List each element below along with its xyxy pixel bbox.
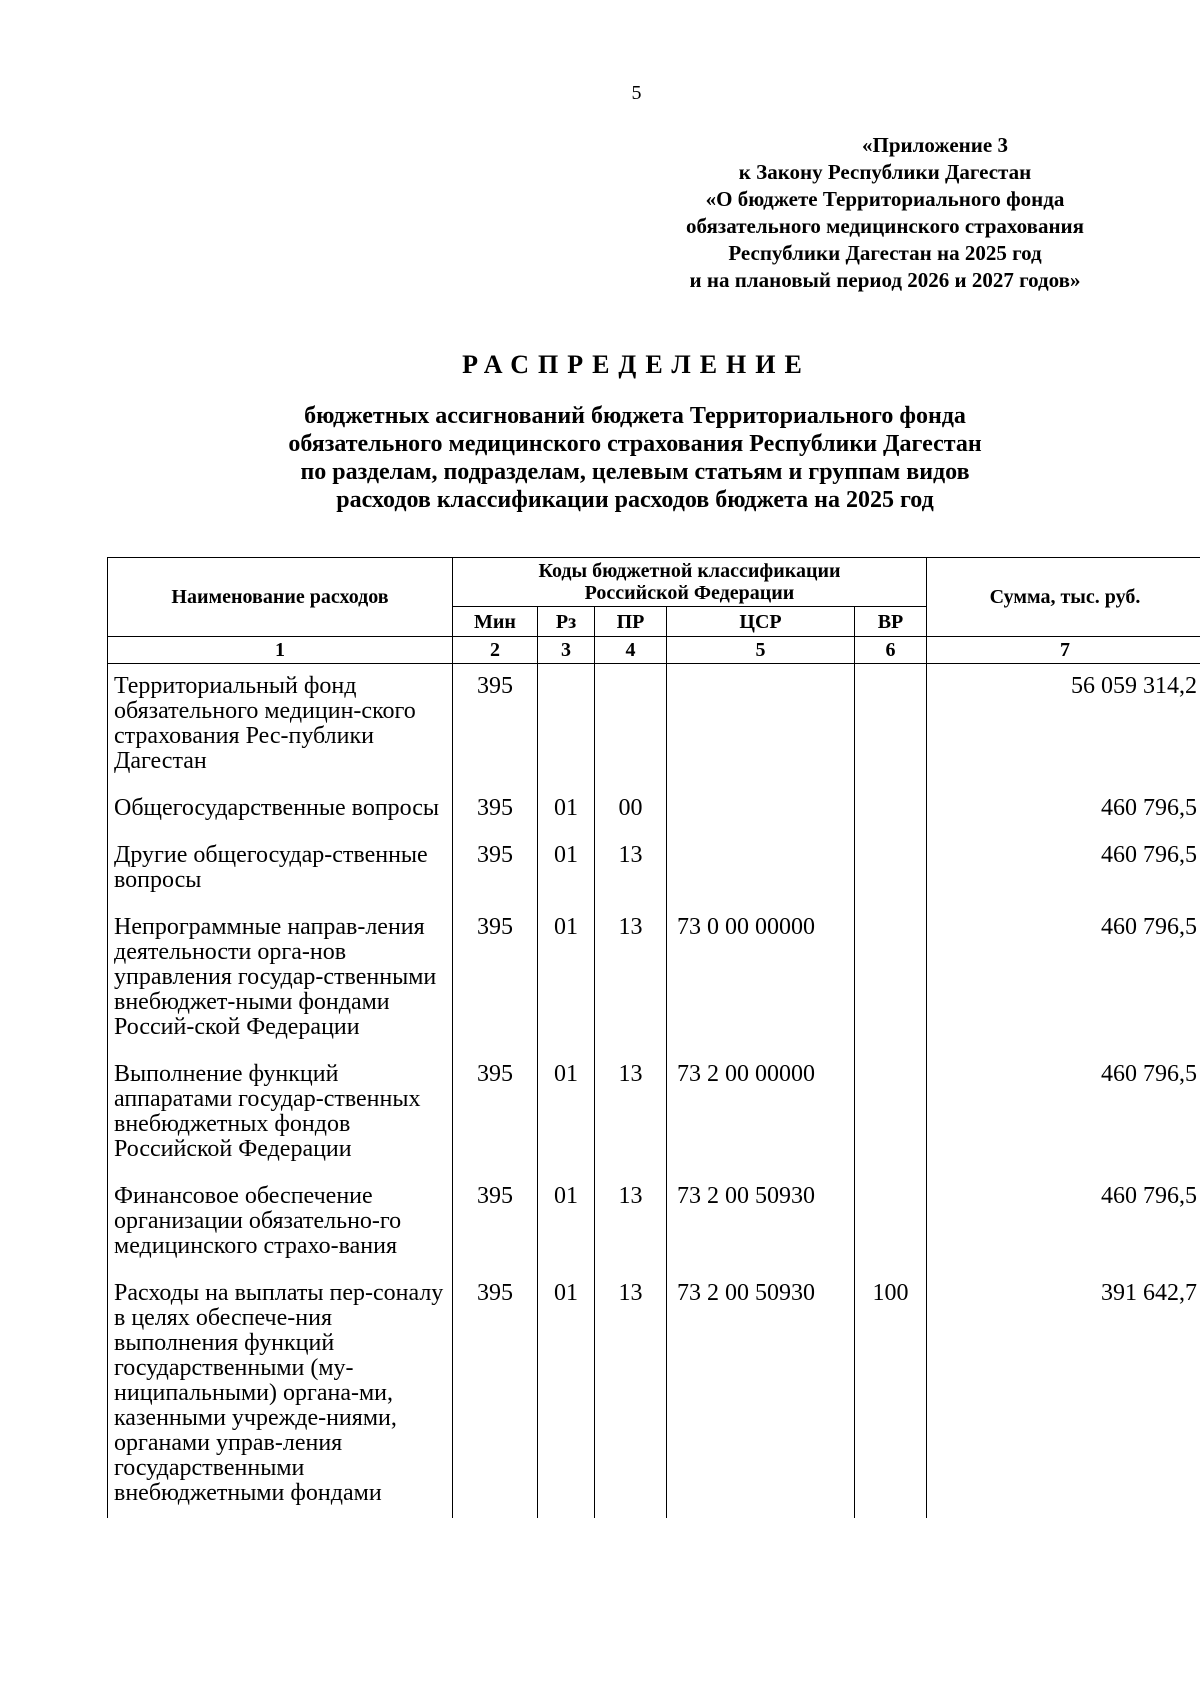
- row-sum: 460 796,5: [927, 1174, 1200, 1271]
- table-row: [108, 1052, 1200, 1174]
- row-rz: 01: [538, 1174, 595, 1271]
- row-csr: 73 2 00 50930: [667, 1271, 855, 1518]
- table-row: [108, 905, 1200, 1052]
- row-sum: 460 796,5: [927, 833, 1200, 905]
- row-pr: 13: [595, 833, 667, 905]
- header-csr: ЦСР: [667, 607, 855, 637]
- header-rz: Рз: [538, 607, 595, 637]
- row-sum: 56 059 314,2: [927, 664, 1200, 787]
- row-vr: [855, 833, 927, 905]
- row-csr: 73 0 00 00000: [667, 905, 855, 1052]
- row-min: 395: [453, 1052, 538, 1174]
- row-pr: [595, 664, 667, 787]
- column-number: 7: [927, 637, 1200, 664]
- row-vr: [855, 1174, 927, 1271]
- row-min: 395: [453, 786, 538, 833]
- table-row: [108, 664, 1200, 787]
- row-pr: 13: [595, 1174, 667, 1271]
- table-row: [108, 786, 1200, 833]
- row-name: Другие общегосудар-ственные вопросы: [108, 833, 453, 905]
- page-number: 5: [631, 82, 642, 104]
- appendix-header: [640, 132, 1130, 294]
- subtitle-line: расходов классификации расходов бюджета на 2025 год: [336, 487, 934, 513]
- row-pr: 13: [595, 1052, 667, 1174]
- header-sum: Сумма, тыс. руб.: [927, 558, 1200, 637]
- row-csr: [667, 786, 855, 833]
- appendix-line: Республики Дагестан на 2025 год: [728, 241, 1042, 265]
- row-sum: 460 796,5: [927, 1052, 1200, 1174]
- table-row: [108, 1271, 1200, 1518]
- column-number: 6: [855, 637, 927, 664]
- row-name: Общегосударственные вопросы: [108, 786, 453, 833]
- row-pr: 00: [595, 786, 667, 833]
- header-codes-group: Коды бюджетной классификации Российской Федерации: [453, 558, 927, 607]
- row-csr: 73 2 00 00000: [667, 1052, 855, 1174]
- row-vr: [855, 1052, 927, 1174]
- row-min: 395: [453, 905, 538, 1052]
- row-csr: [667, 833, 855, 905]
- row-name: Финансовое обеспечение организации обязательно-го медицинского страхо-вания: [108, 1174, 453, 1271]
- row-sum: 460 796,5: [927, 905, 1200, 1052]
- subtitle-line: бюджетных ассигнований бюджета Территориального фонда: [304, 403, 966, 429]
- subtitle-line: по разделам, подразделам, целевым статьям и группам видов: [300, 459, 970, 485]
- row-sum: 391 642,7: [927, 1271, 1200, 1518]
- row-name: Выполнение функций аппаратами государ-ственных внебюджетных фондов Российской Федерации: [108, 1052, 453, 1174]
- row-pr: 13: [595, 905, 667, 1052]
- row-name: Непрограммные направ-ления деятельности орга-нов управления государ-ственными внебюджет-ными фондами Россий-ской Федерации: [108, 905, 453, 1052]
- document-title: РАСПРЕДЕЛЕНИЕ: [462, 350, 811, 379]
- row-sum: 460 796,5: [927, 786, 1200, 833]
- table-row: [108, 833, 1200, 905]
- column-number: 2: [453, 637, 538, 664]
- row-vr: [855, 664, 927, 787]
- column-number: 3: [538, 637, 595, 664]
- row-min: 395: [453, 1271, 538, 1518]
- appendix-line: и на плановый период 2026 и 2027 годов»: [689, 268, 1081, 292]
- column-number: 5: [667, 637, 855, 664]
- row-rz: 01: [538, 833, 595, 905]
- row-pr: 13: [595, 1271, 667, 1518]
- row-rz: [538, 664, 595, 787]
- header-vr: ВР: [855, 607, 927, 637]
- column-number: 4: [595, 637, 667, 664]
- document-subtitle: [150, 402, 1120, 514]
- row-rz: 01: [538, 1052, 595, 1174]
- row-rz: 01: [538, 786, 595, 833]
- subtitle-line: обязательного медицинского страхования Республики Дагестан: [288, 431, 982, 457]
- row-vr: [855, 786, 927, 833]
- row-name: Расходы на выплаты пер-соналу в целях обеспече-ния выполнения функций государственными (му-ниципальными) органа-ми, казенными учрежде-ниями, органами управ-ления государственными внебюджетными фондами: [108, 1271, 453, 1518]
- header-min: Мин: [453, 607, 538, 637]
- row-vr: [855, 905, 927, 1052]
- row-csr: 73 2 00 50930: [667, 1174, 855, 1271]
- appendix-line: к Закону Республики Дагестан: [738, 160, 1032, 184]
- appendix-label: «Приложение 3: [862, 133, 1008, 157]
- row-min: 395: [453, 833, 538, 905]
- row-rz: 01: [538, 905, 595, 1052]
- row-csr: [667, 664, 855, 787]
- appendix-line: обязательного медицинского страхования: [685, 214, 1085, 238]
- budget-table: [107, 557, 1200, 1518]
- appendix-line: «О бюджете Территориального фонда: [705, 187, 1065, 211]
- column-number: 1: [108, 637, 453, 664]
- header-name: Наименование расходов: [108, 558, 453, 637]
- row-rz: 01: [538, 1271, 595, 1518]
- row-min: 395: [453, 1174, 538, 1271]
- table-row: [108, 1174, 1200, 1271]
- row-min: 395: [453, 664, 538, 787]
- header-pr: ПР: [595, 607, 667, 637]
- row-vr: 100: [855, 1271, 927, 1518]
- row-name: Территориальный фонд обязательного медицин-ского страхования Рес-публики Дагестан: [108, 664, 453, 787]
